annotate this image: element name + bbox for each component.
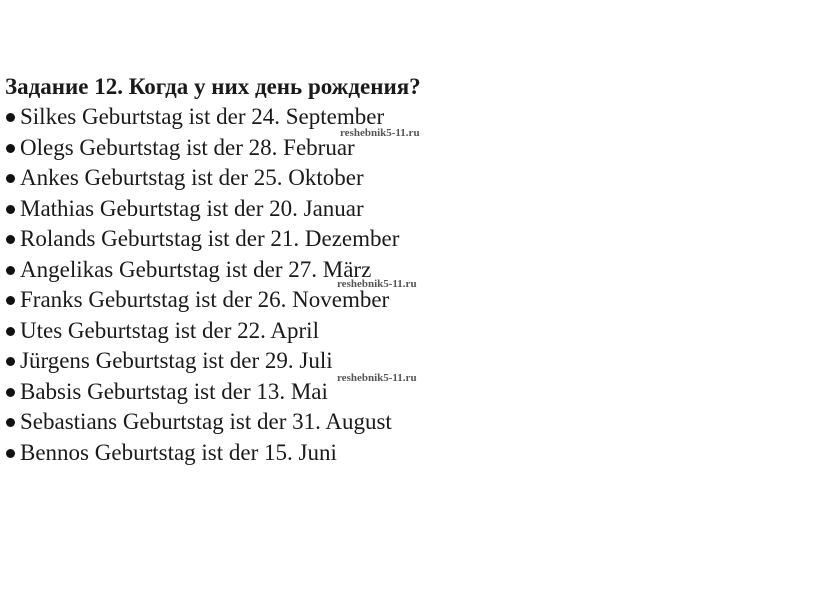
list-item <box>5 316 805 347</box>
list-item <box>5 255 805 286</box>
list-item-text: Sebastians Geburtstag ist der 31. August <box>20 409 392 434</box>
bullet-icon <box>6 357 15 366</box>
list-item <box>5 407 805 438</box>
list-item-text: Utes Geburtstag ist der 22. April <box>20 317 319 343</box>
list-item-text: Rolands Geburtstag ist der 21. Dezember <box>20 226 400 251</box>
list-item-text: Jürgens Geburtstag ist der 29. Juli <box>20 348 333 373</box>
list-item-text: Babsis Geburtstag ist der 13. Mai <box>20 378 328 404</box>
bullet-icon <box>6 144 15 153</box>
bullet-icon <box>6 174 15 183</box>
list-item <box>5 163 805 194</box>
bullet-icon <box>6 205 15 214</box>
bullet-icon <box>6 113 15 122</box>
bullet-icon <box>6 418 15 427</box>
list-item-text: Bennos Geburtstag ist der 15. Juni <box>20 439 337 465</box>
bullet-icon <box>6 388 15 397</box>
list-item-text: Ankes Geburtstag ist der 25. Oktober <box>20 165 364 190</box>
list-item <box>5 194 805 225</box>
list-item-text: Mathias Geburtstag ist der 20. Januar <box>20 195 364 221</box>
list-item-text: Angelikas Geburtstag ist der 27. März <box>20 256 372 282</box>
list-item-text: Olegs Geburtstag ist der 28. Februar <box>20 134 355 160</box>
list-item-text: Franks Geburtstag ist der 26. November <box>20 287 390 312</box>
bullet-icon <box>6 235 15 244</box>
list-item-text: Silkes Geburtstag ist der 24. September <box>20 104 385 129</box>
bullet-icon <box>6 296 15 305</box>
list-item <box>5 438 805 469</box>
list-item <box>5 346 805 377</box>
list-item <box>5 102 805 133</box>
bullet-icon <box>6 266 15 275</box>
birthday-list <box>5 102 805 468</box>
watermark: reshebnik5-11.ru <box>337 278 417 290</box>
list-item <box>5 224 805 255</box>
list-item <box>5 377 805 408</box>
bullet-icon <box>6 449 15 458</box>
list-item <box>5 133 805 164</box>
bullet-icon <box>6 327 15 336</box>
task-title: Задание 12. Когда у них день рождения? <box>5 74 421 99</box>
document <box>5 72 805 468</box>
watermark: reshebnik5-11.ru <box>337 372 417 384</box>
watermark: reshebnik5-11.ru <box>340 127 420 139</box>
list-item <box>5 285 805 316</box>
